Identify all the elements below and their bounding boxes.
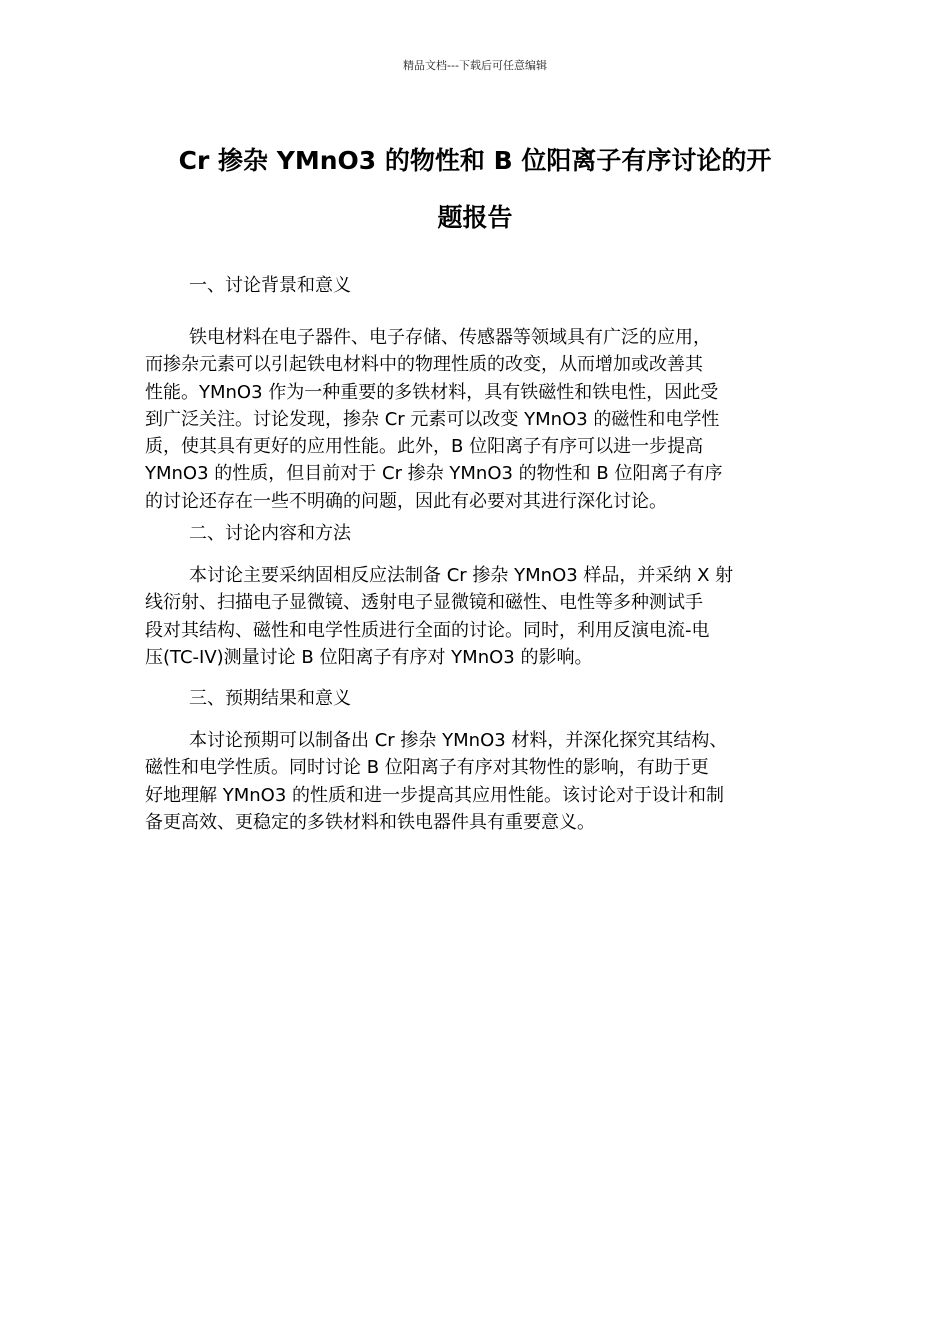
paragraph-line: 到广泛关注。讨论发现，掺杂 Cr 元素可以改变 YMnO3 的磁性和电学性 bbox=[145, 408, 720, 430]
section-heading: 二、讨论内容和方法 bbox=[189, 523, 351, 544]
paragraph-line: 备更高效、更稳定的多铁材料和铁电器件具有重要意义。 bbox=[145, 811, 595, 833]
paragraph-line: 段对其结构、磁性和电学性质进行全面的讨论。同时，利用反演电流-电 bbox=[145, 619, 710, 641]
document-title bbox=[145, 132, 805, 246]
paragraph-line: 线衍射、扫描电子显微镜、透射电子显微镜和磁性、电性等多种测试手 bbox=[145, 592, 703, 614]
paragraph-line: 压(TC-IV)测量讨论 B 位阳离子有序对 YMnO3 的影响。 bbox=[145, 646, 593, 668]
title-line: Cr 掺杂 YMnO3 的物性和 B 位阳离子有序讨论的开 bbox=[178, 146, 772, 175]
paragraph-line: 而掺杂元素可以引起铁电材料中的物理性质的改变，从而增加或改善其 bbox=[145, 354, 703, 376]
paragraph-line: 本讨论主要采纳固相反应法制备 Cr 掺杂 YMnO3 样品，并采纳 X 射 bbox=[189, 565, 734, 586]
section-paragraph bbox=[145, 324, 810, 515]
paragraph-line: 性能。YMnO3 作为一种重要的多铁材料，具有铁磁性和铁电性，因此受 bbox=[145, 381, 719, 403]
section-background bbox=[145, 272, 810, 515]
paragraph-line: 本讨论预期可以制备出 Cr 掺杂 YMnO3 材料，并深化探究其结构、 bbox=[189, 730, 728, 751]
section-paragraph bbox=[145, 562, 810, 671]
paragraph-line: YMnO3 的性质，但目前对于 Cr 掺杂 YMnO3 的物性和 B 位阳离子有序 bbox=[145, 463, 723, 485]
section-expected-results bbox=[145, 685, 810, 836]
paragraph-line: 质，使其具有更好的应用性能。此外，B 位阳离子有序可以进一步提高 bbox=[145, 436, 704, 458]
paragraph-line: 的讨论还存在一些不明确的问题，因此有必要对其进行深化讨论。 bbox=[145, 490, 667, 512]
page-header-note: 精品文档---下载后可任意编辑 bbox=[403, 59, 547, 72]
paragraph-line: 好地理解 YMnO3 的性质和进一步提高其应用性能。该讨论对于设计和制 bbox=[145, 784, 724, 806]
paragraph-line: 铁电材料在电子器件、电子存储、传感器等领域具有广泛的应用， bbox=[189, 327, 711, 348]
section-paragraph bbox=[145, 727, 810, 836]
title-line: 题报告 bbox=[437, 203, 513, 232]
section-heading: 三、预期结果和意义 bbox=[189, 688, 351, 709]
section-content-method bbox=[145, 520, 810, 671]
section-heading: 一、讨论背景和意义 bbox=[189, 275, 351, 296]
paragraph-line: 磁性和电学性质。同时讨论 B 位阳离子有序对其物性的影响，有助于更 bbox=[145, 757, 709, 779]
